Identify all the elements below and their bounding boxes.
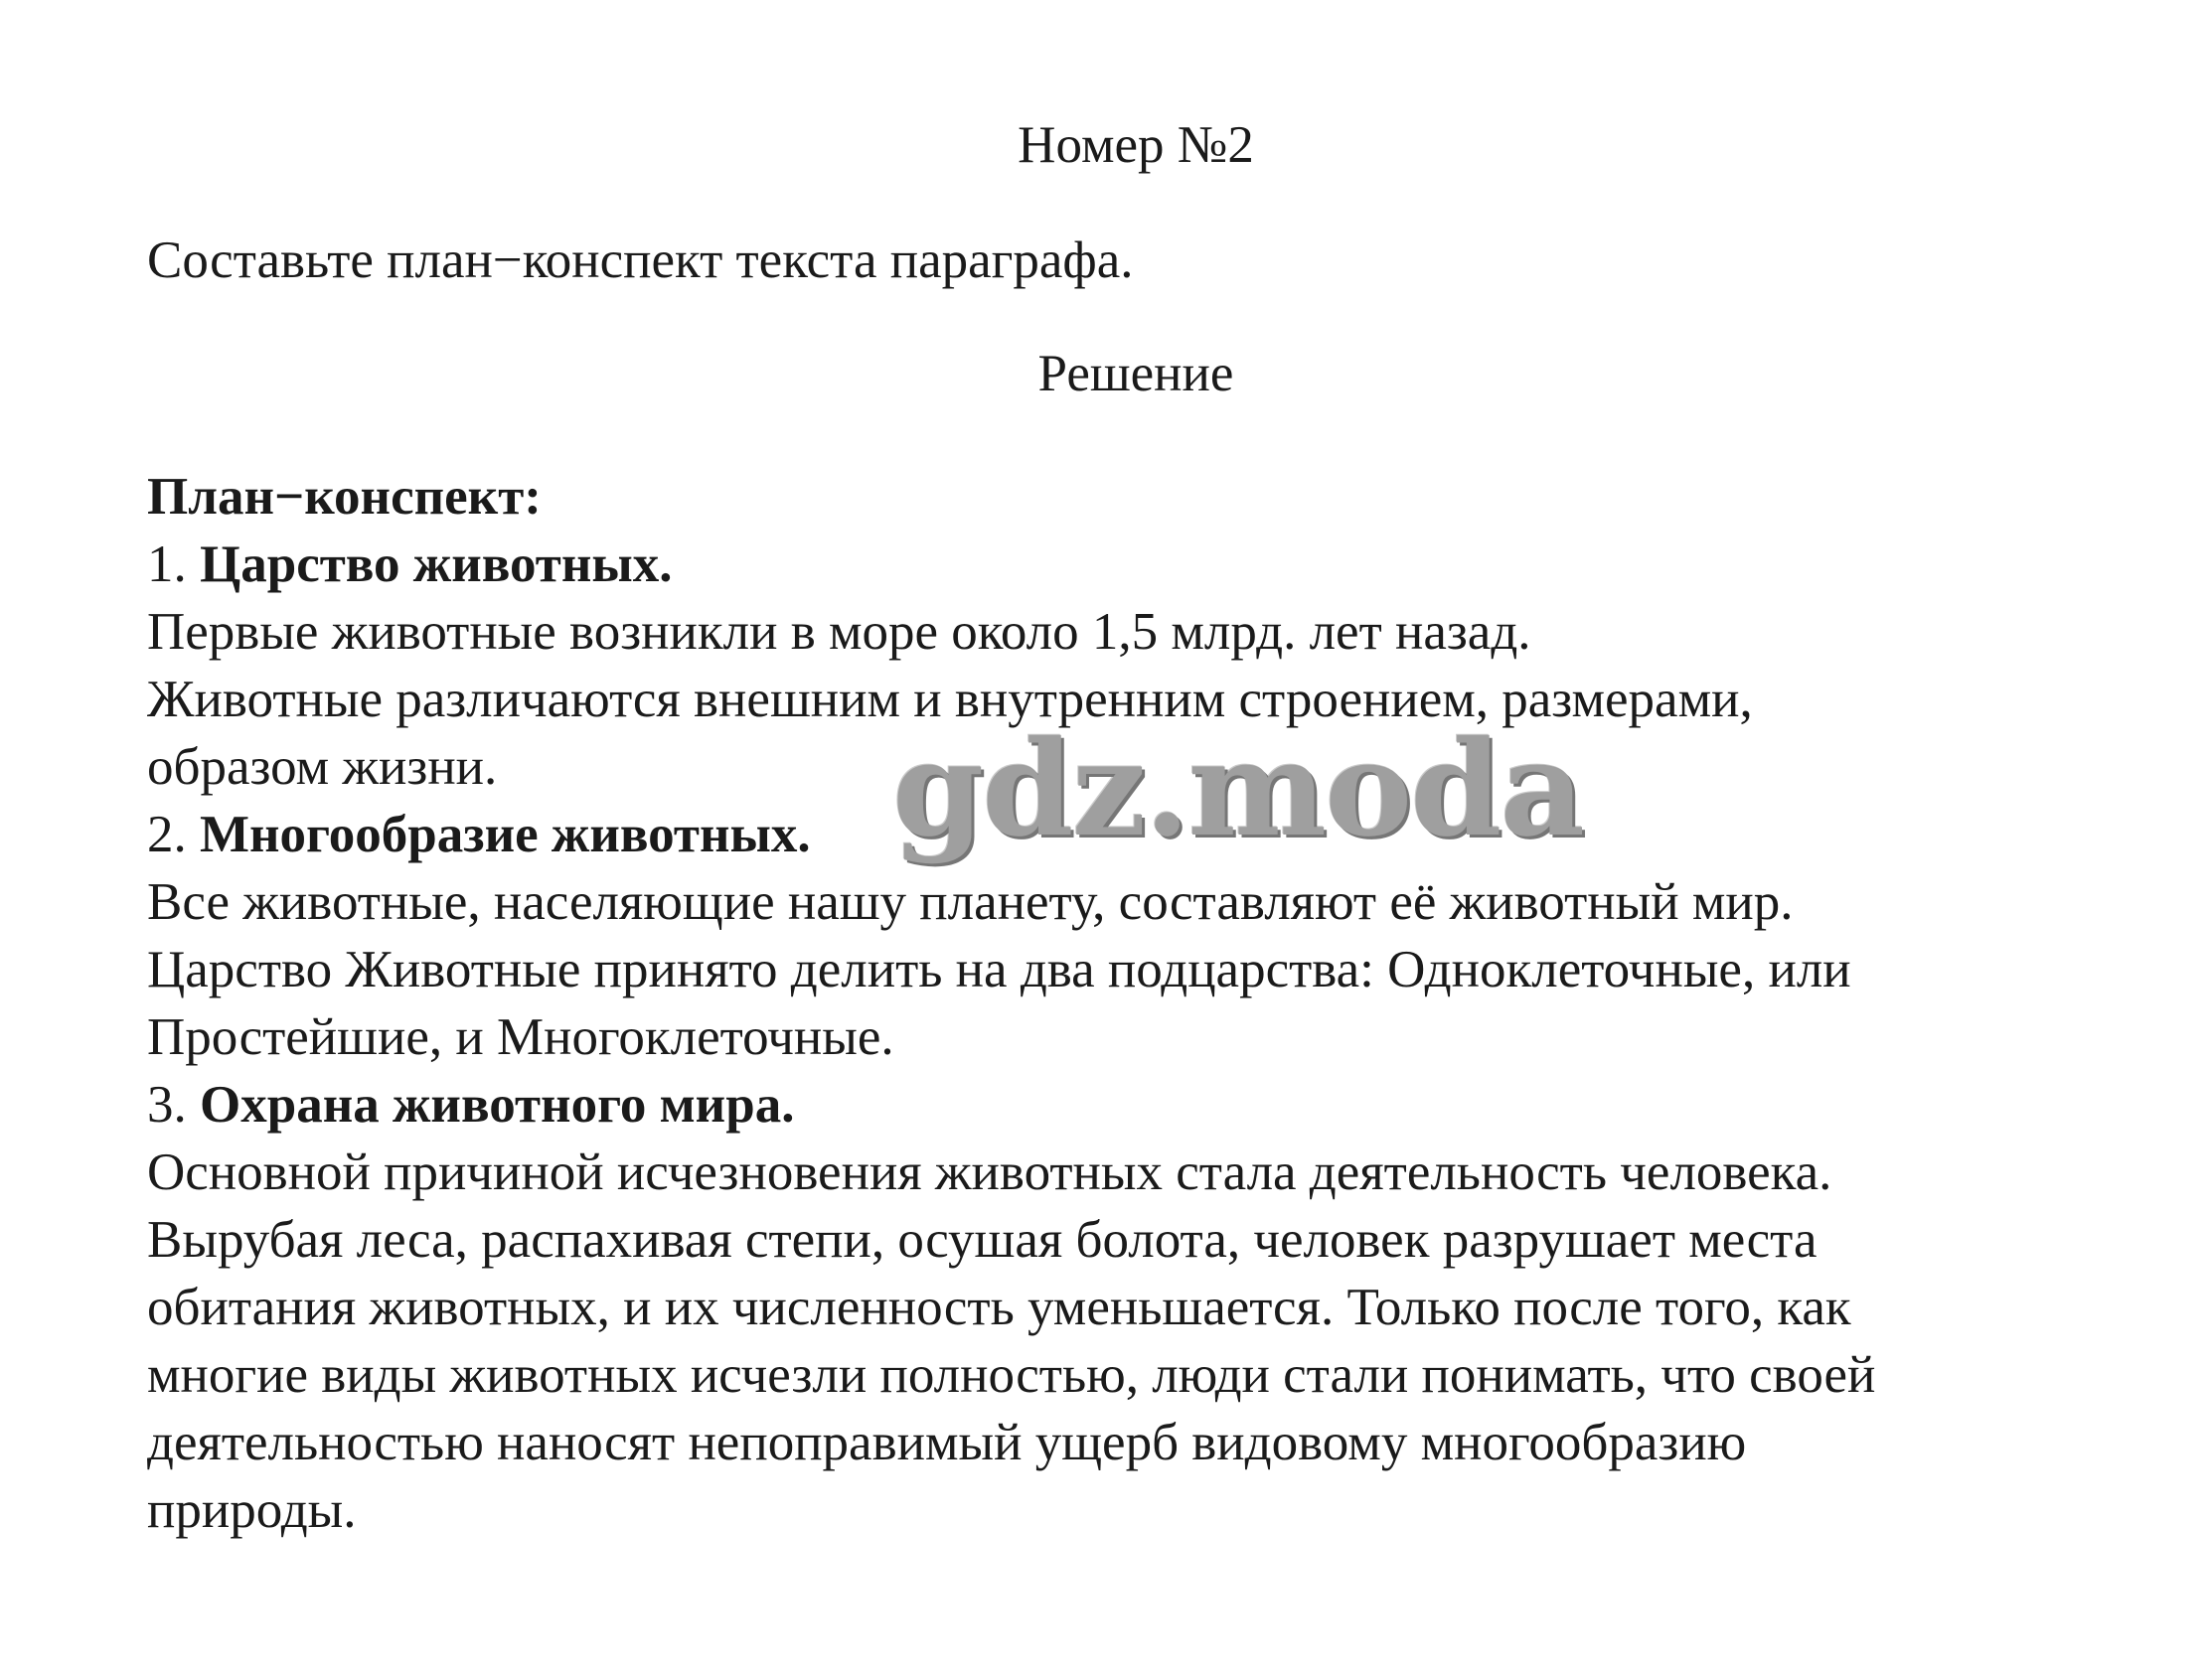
section-1-line: Первые животные возникли в море около 1,5 млрд. лет назад. <box>147 603 1531 661</box>
section-1-line: образом жизни. <box>147 738 498 796</box>
plan-heading: План−конспект: <box>147 468 542 526</box>
section-3-line: многие виды животных исчезли полностью, люди стали понимать, что своей <box>147 1346 1876 1404</box>
section-number: 2. <box>147 806 187 863</box>
solution-heading: Решение <box>1037 345 1234 402</box>
section-3-line: Вырубая леса, распахивая степи, осушая болота, человек разрушает места <box>147 1211 1817 1269</box>
section-3-line: деятельностью наносят непоправимый ущерб видовому многообразию <box>147 1414 1747 1471</box>
section-heading-1 <box>147 531 2174 598</box>
section-2-line: Простейшие, и Многоклеточные. <box>147 1008 894 1066</box>
page-title: Номер №2 <box>1018 116 1254 174</box>
section-3-line: природы. <box>147 1481 357 1539</box>
task-text: Составьте план−конспект текста параграфа. <box>147 231 1134 289</box>
section-title: Царство животных. <box>200 535 673 593</box>
section-number: 3. <box>147 1076 187 1134</box>
watermark-text: gdz.moda <box>892 712 1584 866</box>
section-3-line: обитания животных, и их численность уменьшается. Только после того, как <box>147 1279 1851 1336</box>
section-heading-3 <box>147 1071 2174 1139</box>
section-1-line: Животные различаются внешним и внутренним строением, размерами, <box>147 671 1753 728</box>
section-title: Охрана животного мира. <box>200 1076 795 1134</box>
section-number: 1. <box>147 535 187 593</box>
section-2-line: Все животные, населяющие нашу планету, составляют её животный мир. <box>147 873 1794 931</box>
watermark-logo <box>892 712 1584 884</box>
section-2-line: Царство Животные принято делить на два подцарства: Одноклеточные, или <box>147 941 1851 998</box>
section-title: Многообразие животных. <box>200 806 811 863</box>
section-3-line: Основной причиной исчезновения животных стала деятельность человека. <box>147 1143 1832 1201</box>
solution-content <box>147 463 2174 1544</box>
